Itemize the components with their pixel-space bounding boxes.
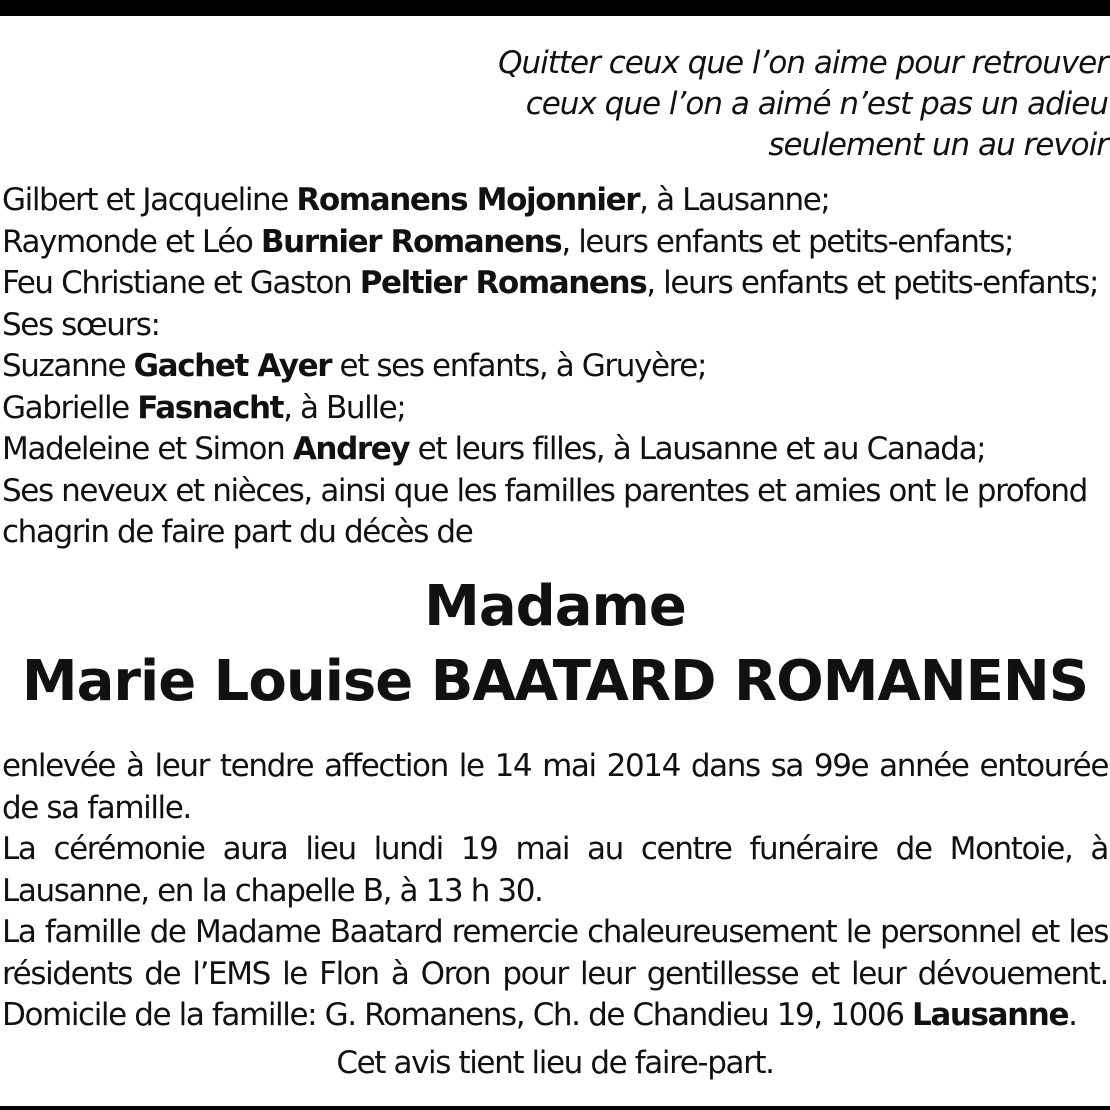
family-line: Gabrielle Fasnacht, à Bulle;: [2, 389, 406, 426]
epigraph-quote: [308, 43, 1108, 166]
deceased-name: Marie Louise BAATARD ROMANENS: [21, 649, 1089, 714]
family-surname: Peltier Romanens: [359, 265, 647, 301]
epigraph-line: ceux que l’on a aimé n’est pas un adieu: [525, 86, 1108, 122]
announcement-line: Domicile de la famille: G. Romanens, Ch. de Chandieu 19, 1006 Lausanne.: [2, 997, 1077, 1033]
deceased-honorific: Madame: [424, 574, 686, 639]
city-name: Lausanne: [912, 997, 1069, 1033]
family-line: Suzanne Gachet Ayer et ses enfants, à Gruyère;: [2, 348, 706, 384]
announcement-line: de sa famille.: [2, 789, 191, 826]
announcement-line: La cérémonie aura lieu lundi 19 mai au centre funéraire de Montoie, à: [2, 831, 1108, 867]
family-line: Feu Christiane et Gaston Peltier Romanens, leurs enfants et petits-enfants;: [2, 265, 1099, 301]
family-list: [2, 180, 1108, 554]
announcement-line: Lausanne, en la chapelle B, à 13 h 30.: [2, 872, 543, 909]
family-surname: Fasnacht: [137, 389, 284, 426]
family-surname: Romanens Mojonnier: [296, 182, 640, 218]
family-surname: Burnier Romanens: [260, 223, 562, 260]
closing-note: Cet avis tient lieu de faire-part.: [336, 1045, 774, 1081]
family-line: Gilbert et Jacqueline Romanens Mojonnier, à Lausanne;: [2, 182, 830, 218]
bottom-border-rule: [0, 1106, 1110, 1110]
family-line: Ses neveux et nièces, ainsi que les familles parentes et amies ont le profond: [2, 472, 1087, 509]
announcement-line: résidents de l’EMS le Flon à Oron pour leur gentillesse et leur dévouement.: [2, 955, 1108, 992]
announcement-text: [2, 746, 1108, 1037]
epigraph-line: seulement un au revoir: [768, 127, 1108, 163]
sisters-heading: Ses sœurs:: [2, 306, 160, 343]
family-line: Madeleine et Simon Andrey et leurs filles, à Lausanne et au Canada;: [2, 431, 986, 467]
announcement-line: enlevée à leur tendre affection le 14 mai 2014 dans sa 99e année entourée: [2, 748, 1108, 784]
epigraph-line: Quitter ceux que l’on aime pour retrouver: [498, 45, 1108, 81]
family-line: Raymonde et Léo Burnier Romanens, leurs enfants et petits-enfants;: [2, 223, 1014, 260]
family-surname: Gachet Ayer: [133, 348, 332, 384]
top-border-rule: [0, 0, 1110, 16]
announcement-line: La famille de Madame Baatard remercie chaleureusement le personnel et les: [2, 914, 1108, 950]
family-surname: Andrey: [292, 431, 410, 467]
family-line: chagrin de faire part du décès de: [2, 514, 473, 550]
